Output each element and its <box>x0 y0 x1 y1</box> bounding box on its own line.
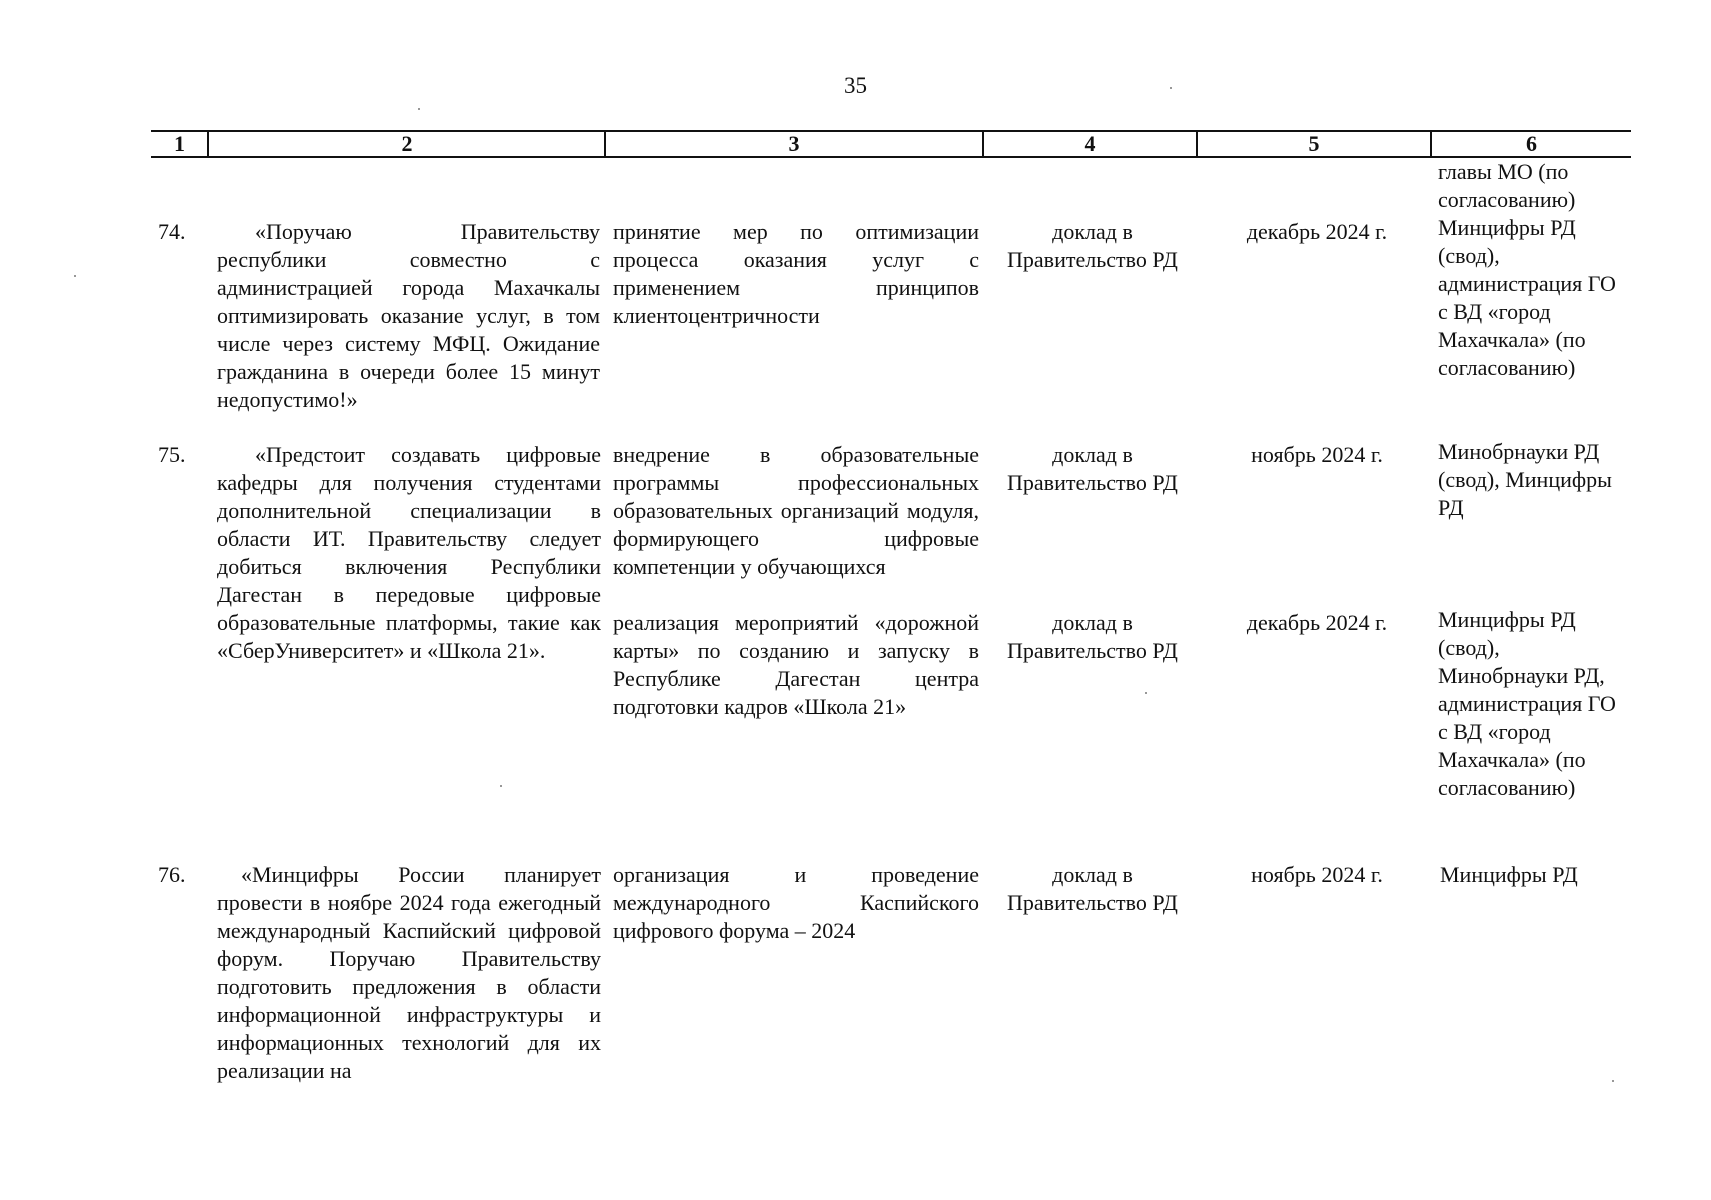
row-74-responsible: Минцифры РД (свод), администрация ГО с ВД «город Махачкала» (по согласованию) <box>1438 215 1616 380</box>
header-col-4: 4 <box>1084 131 1096 156</box>
row-74-measure: принятие мер по оптимизации процесса оказания услуг с применением принципов клиентоцентричности <box>613 219 979 328</box>
row-75-task: «Предстоит создавать цифровые кафедры для получения студентами дополнительной специализации в области ИТ. Правительству следует добиться включения Республики Дагестан в передовые цифровые образовательные платформы, такие как «СберУниверситет» и «Школа 21». <box>217 442 601 663</box>
header-col-1: 1 <box>174 131 185 156</box>
row-number: 76. <box>158 862 186 887</box>
row-74-deadline: декабрь 2024 г. <box>1246 219 1388 244</box>
header-col-3: 3 <box>788 131 800 156</box>
row-76-measure: организация и проведение международного Каспийского цифрового форума – 2024 <box>613 862 979 943</box>
row-75-measure-2: реализация мероприятий «дорожной карты» по созданию и запуску в Республике Дагестан центра подготовки кадров «Школа 21» <box>613 610 979 719</box>
header-col-2: 2 <box>401 131 413 156</box>
header-col-5: 5 <box>1308 131 1320 156</box>
row-75-responsible-1: Минобрнауки РД (свод), Минцифры РД <box>1438 439 1612 520</box>
scan-speck <box>500 785 502 787</box>
row-75-responsible-2: Минцифры РД (свод), Минобрнауки РД, администрация ГО с ВД «город Махачкала» (по согласованию) <box>1438 607 1616 800</box>
row-76-responsible: Минцифры РД <box>1440 862 1578 887</box>
row-74-task: «Поручаю Правительству республики совместно с администрацией города Махачкалы оптимизировать оказание услуг, в том числе через систему МФЦ. Ожидание гражданина в очереди более 15 минут недопустимо!» <box>217 219 600 412</box>
row-number: 74. <box>158 219 186 244</box>
row-76-task: «Минцифры России планирует провести в ноябре 2024 года ежегодный международный Каспийский цифровой форум. Поручаю Правительству подготовить предложения в области информационной инфраструктуры и информационных технологий для их реализации на <box>217 862 601 1083</box>
continued-col6: главы МО (по согласованию) <box>1438 159 1576 212</box>
row-75-report-1: доклад в Правительство РД <box>1007 442 1178 495</box>
row-75-deadline-1: ноябрь 2024 г. <box>1251 442 1383 467</box>
scan-speck <box>1145 692 1147 694</box>
scan-speck <box>1612 1080 1614 1082</box>
scan-speck <box>418 108 420 110</box>
row-75-report-2: доклад в Правительство РД <box>1007 610 1178 663</box>
row-76-deadline: ноябрь 2024 г. <box>1251 862 1383 887</box>
row-number: 75. <box>158 442 186 467</box>
header-col-6: 6 <box>1526 131 1537 156</box>
scan-speck <box>1170 87 1172 89</box>
scan-speck <box>74 275 76 277</box>
row-74-report: доклад в Правительство РД <box>1007 219 1178 272</box>
row-75-deadline-2: декабрь 2024 г. <box>1246 610 1388 635</box>
page-number: 35 <box>844 73 867 98</box>
row-76-report: доклад в Правительство РД <box>1007 862 1178 915</box>
row-75-measure-1: внедрение в образовательные программы профессиональных образовательных организаций модуля, формирующего цифровые компетенции у обучающихся <box>613 442 979 579</box>
table-header <box>151 130 1631 158</box>
